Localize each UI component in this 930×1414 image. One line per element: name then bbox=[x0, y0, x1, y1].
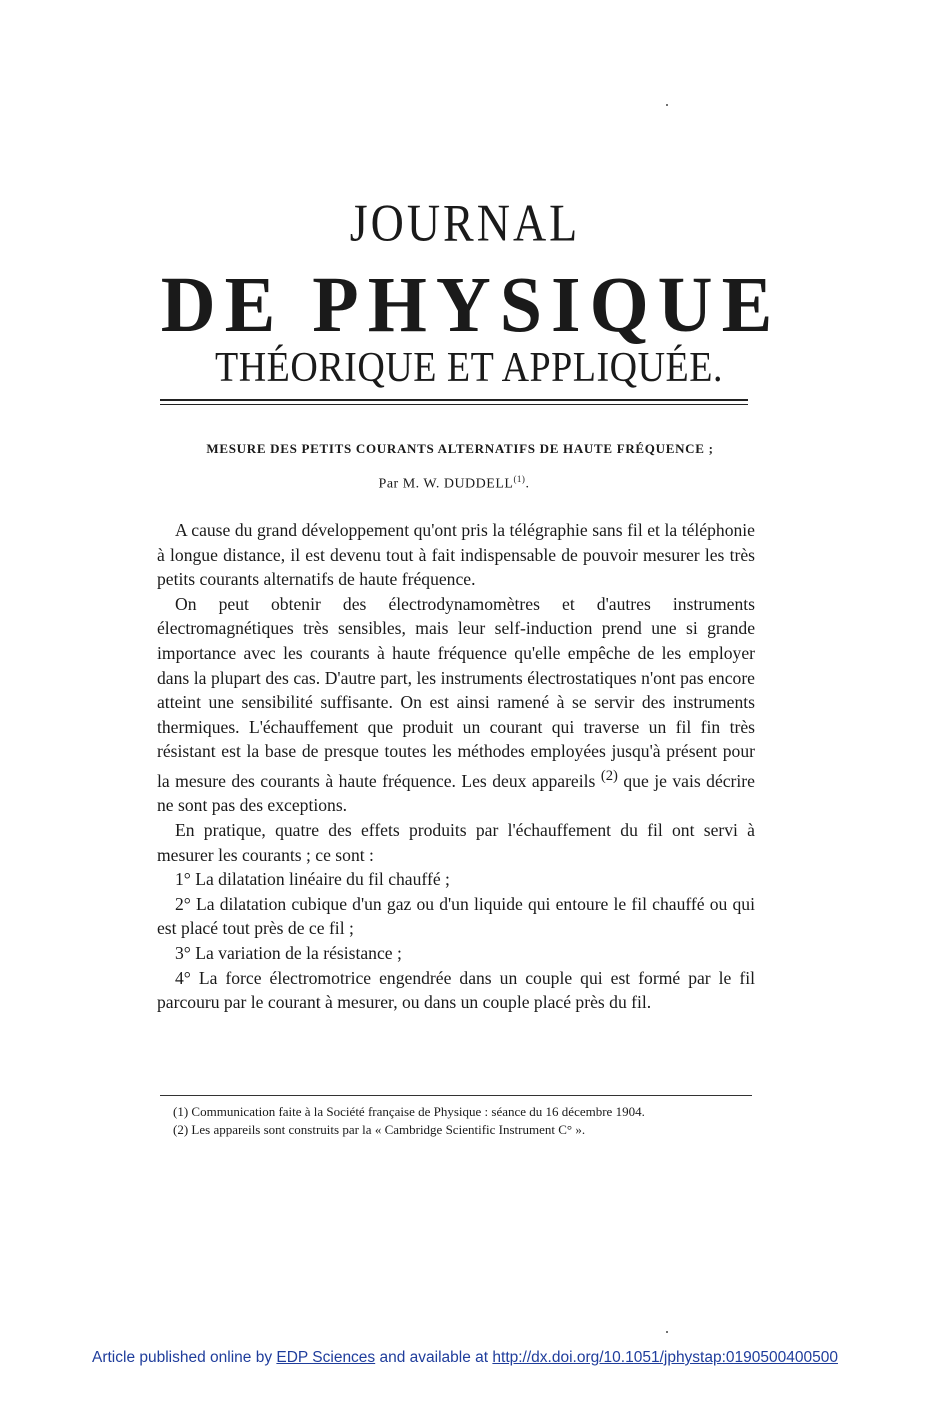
publication-notice bbox=[0, 1349, 930, 1367]
paragraph-2-footnote-ref: (2) bbox=[600, 767, 618, 784]
scan-speck bbox=[666, 104, 668, 106]
list-item-1: 1° La dilatation linéaire du fil chauffé ; bbox=[175, 869, 450, 890]
publication-prefix: Article published online by bbox=[92, 1349, 277, 1366]
paragraph-3: En pratique, quatre des effets produits par l'échauffement du fil ont servi à mesurer les courants ; ce sont : bbox=[157, 819, 755, 865]
scan-speck bbox=[666, 1331, 668, 1333]
list-item-3: 3° La variation de la résistance ; bbox=[175, 942, 402, 963]
masthead-rule-thick bbox=[160, 399, 748, 401]
footnote-2 bbox=[157, 1121, 755, 1139]
paragraph-2-text-a: On peut obtenir des électrodynamomètres et d'autres instruments électromagnétiques très sensibles, mais leur self-induction prend une si grande importance avec les courants à haute fréquence qu'elle empêche de les employer dans la plupart des cas. D'autre part, les instruments électrostatiques n'ont pas encore atteint une sensibilité suffisante. On est ainsi ramené à se servir des instruments thermiques. L'échauffement que produit un courant qui traverse un fil fin très résistant est la base de presque toutes les méthodes employées jusqu'à présent pour la mesure des courants à haute fréquence. Les deux appareils bbox=[157, 593, 755, 791]
publication-middle: and available at bbox=[375, 1349, 493, 1366]
list-item-2: 2° La dilatation cubique d'un gaz ou d'un liquide qui entoure le fil chauffé ou qui est placé tout près de ce fil ; bbox=[157, 893, 755, 939]
footnote-2-mark: (2) bbox=[173, 1122, 189, 1137]
byline-footnote-ref: (1) bbox=[513, 474, 526, 484]
footnote-1-text: Communication faite à la Société française de Physique : séance du 16 décembre 1904. bbox=[188, 1104, 645, 1119]
journal-subtitle: THÉORIQUE ET APPLIQUÉE. bbox=[215, 344, 723, 392]
paragraph-2 bbox=[157, 592, 755, 818]
publisher-link[interactable]: EDP Sciences bbox=[276, 1349, 376, 1366]
article-body bbox=[157, 518, 755, 1015]
masthead-rule-thin bbox=[160, 404, 748, 405]
footnotes bbox=[157, 1103, 755, 1139]
footnote-1-mark: (1) bbox=[173, 1104, 189, 1119]
paragraph-2-text-b: que je vais décrire ne sont pas des exceptions. bbox=[157, 770, 755, 816]
doi-link[interactable]: http://dx.doi.org/10.1051/jphystap:0190500400500 bbox=[492, 1349, 838, 1366]
byline-end: . bbox=[525, 476, 530, 492]
byline-author: Par M. W. DUDDELL bbox=[378, 476, 514, 492]
footnote-1 bbox=[157, 1103, 755, 1121]
footnote-2-text: Les appareils sont construits par la « Cambridge Scientific Instrument C° ». bbox=[188, 1122, 586, 1137]
footnote-divider bbox=[160, 1095, 752, 1096]
journal-name-line2: DE PHYSIQUE bbox=[160, 260, 782, 350]
article-title: MESURE DES PETITS COURANTS ALTERNATIFS DE HAUTE FRÉQUENCE ; bbox=[206, 441, 714, 456]
list-item-4: 4° La force électromotrice engendrée dans un couple qui est formé par le fil parcouru par le courant à mesurer, ou dans un couple placé près du fil. bbox=[157, 967, 755, 1013]
article-byline bbox=[160, 474, 748, 493]
journal-name-line1: JOURNAL bbox=[349, 193, 581, 252]
paragraph-1: A cause du grand développement qu'ont pris la télégraphie sans fil et la téléphonie à longue distance, il est devenu tout à fait indispensable de pouvoir mesurer les très petits courants alternatifs de haute fréquence. bbox=[157, 520, 755, 590]
